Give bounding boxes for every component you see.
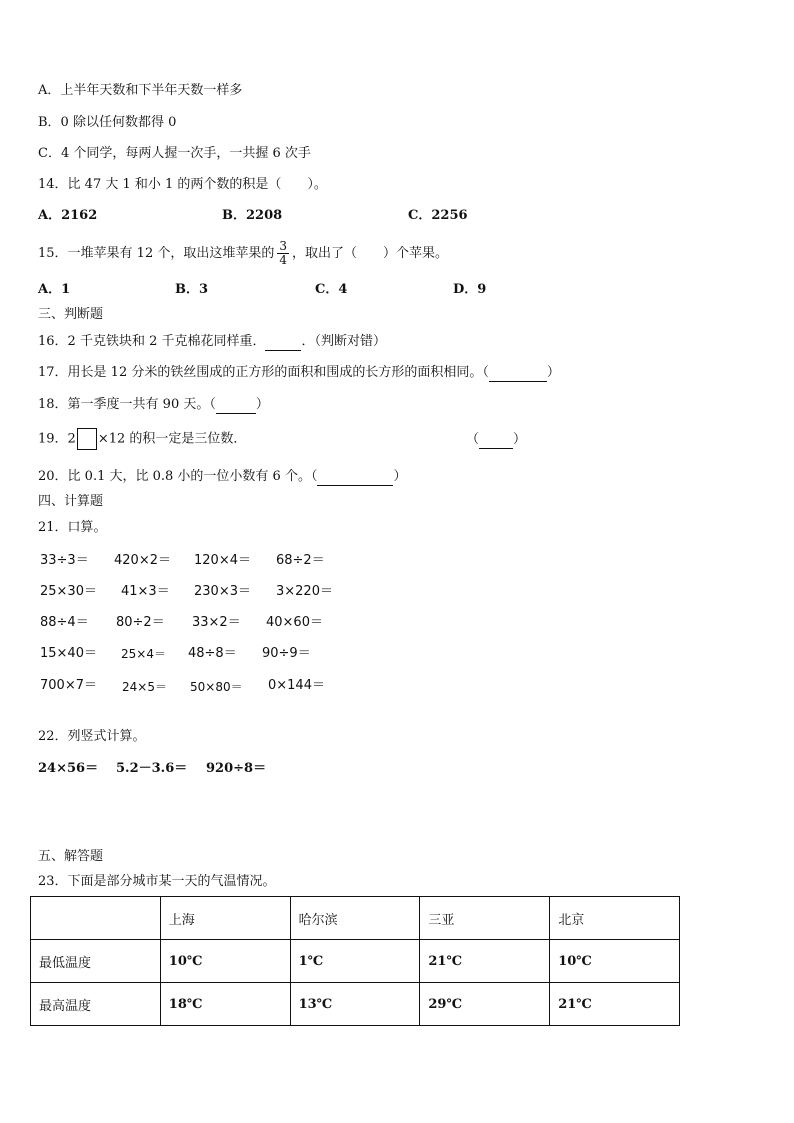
table-header-cell: 哈尔滨	[290, 897, 420, 940]
calc-item: 700×7＝	[40, 678, 97, 693]
q15-fraction-numerator: 3	[279, 239, 287, 253]
q20-question	[38, 467, 406, 486]
calc-item: 40×60＝	[266, 615, 323, 630]
calc-item: 0×144＝	[268, 678, 325, 693]
q15-fraction-denominator: 4	[279, 253, 287, 267]
q15-option-b: B．3	[175, 282, 209, 297]
q16-answer-blank[interactable]	[265, 332, 301, 351]
calc-item: 80÷2＝	[116, 615, 165, 630]
vertical-calc-item: 5.2－3.6＝	[116, 761, 188, 776]
calc-item: 230×3＝	[194, 584, 251, 599]
q16-text-before: 16．2 千克铁块和 2 千克棉花同样重．	[38, 334, 266, 349]
calc-item: 88÷4＝	[40, 615, 89, 630]
table-header-cell: 上海	[160, 897, 290, 940]
table-row	[31, 983, 680, 1026]
temperature-table	[30, 896, 680, 1026]
table-header-cell: 北京	[550, 897, 680, 940]
q18-text-after: ）	[255, 397, 269, 412]
q17-answer-blank[interactable]	[489, 363, 547, 382]
q19-digit-box[interactable]	[77, 428, 97, 450]
table-cell: 10℃	[160, 940, 290, 983]
calc-item: 120×4＝	[194, 553, 251, 568]
table-cell: 13℃	[290, 983, 420, 1026]
table-cell: 10℃	[550, 940, 680, 983]
q20-answer-blank[interactable]	[317, 467, 393, 486]
q15-text-after: ，取出了（ ）个苹果。	[292, 246, 449, 261]
q15-option-d: D．9	[453, 282, 487, 297]
q15-fraction	[277, 240, 289, 267]
table-row-label: 最低温度	[31, 940, 161, 983]
vertical-calc-item: 920÷8＝	[206, 761, 267, 776]
q19-text-prefix: 19．2	[38, 431, 76, 447]
table-header-cell: 三亚	[420, 897, 550, 940]
table-row-label: 最高温度	[31, 983, 161, 1026]
vertical-calc-item: 24×56＝	[38, 761, 99, 776]
section-answer-heading: 五、解答题	[38, 849, 104, 864]
calc-item: 24×5＝	[122, 680, 167, 694]
q19-paren-open: （	[466, 432, 480, 447]
q18-text-before: 18．第一季度一共有 90 天。（	[38, 397, 216, 412]
calc-item: 25×4＝	[121, 647, 166, 661]
q17-text-after: ）	[546, 365, 560, 380]
calc-item: 48÷8＝	[188, 646, 237, 661]
calc-item: 25×30＝	[40, 584, 97, 599]
q14-option-b: B．2208	[222, 208, 283, 223]
table-cell: 18℃	[160, 983, 290, 1026]
q22-title: 22．列竖式计算。	[38, 729, 146, 744]
q21-title: 21．口算。	[38, 520, 107, 535]
table-cell: 21℃	[420, 940, 550, 983]
calc-item: 90÷9＝	[262, 646, 311, 661]
table-cell: 21℃	[550, 983, 680, 1026]
q17-text-before: 17．用长是 12 分米的铁丝围成的正方形的面积和围成的长方形的面积相同。（	[38, 365, 489, 380]
q18-question	[38, 395, 269, 414]
q14-option-a: A．2162	[38, 208, 98, 223]
table-header-cell	[31, 897, 161, 940]
calc-item: 41×3＝	[121, 584, 170, 599]
calc-item: 3×220＝	[276, 584, 333, 599]
calc-item: 68÷2＝	[276, 553, 325, 568]
calc-item: 420×2＝	[114, 553, 171, 568]
calc-item: 33÷3＝	[40, 553, 89, 568]
q18-answer-blank[interactable]	[216, 395, 256, 414]
table-cell: 29℃	[420, 983, 550, 1026]
q13-option-a: A．上半年天数和下半年天数一样多	[38, 83, 243, 98]
section-judgement-heading: 三、判断题	[38, 307, 104, 322]
calc-item: 15×40＝	[40, 646, 97, 661]
q15-question	[38, 236, 448, 272]
q15-option-a: A．1	[38, 282, 71, 297]
q15-text-before: 15．一堆苹果有 12 个，取出这堆苹果的	[38, 246, 275, 261]
table-cell: 1℃	[290, 940, 420, 983]
table-header-row	[31, 897, 680, 940]
q13-option-c: C．4 个同学，每两人握一次手，一共握 6 次手	[38, 146, 311, 161]
calc-item: 33×2＝	[192, 615, 241, 630]
section-calculation-heading: 四、计算题	[38, 494, 104, 509]
q15-option-c: C．4	[315, 282, 348, 297]
q16-text-after: ．（判断对错）	[301, 334, 386, 349]
q19-question	[38, 428, 246, 450]
q20-text-before: 20．比 0.1 大，比 0.8 小的一位小数有 6 个。（	[38, 469, 318, 484]
q19-text-after: ×12 的积一定是三位数．	[97, 431, 247, 447]
q19-answer-blank[interactable]	[479, 430, 513, 449]
q19-answer-paren	[466, 430, 526, 449]
q14-question: 14．比 47 大 1 和小 1 的两个数的积是（ ）。	[38, 177, 327, 192]
q16-question	[38, 332, 386, 351]
q17-question	[38, 363, 560, 382]
q23-title: 23．下面是部分城市某一天的气温情况。	[38, 874, 276, 889]
q19-paren-close: ）	[513, 432, 527, 447]
q13-option-b: B．0 除以任何数都得 0	[38, 115, 177, 130]
q14-option-c: C．2256	[408, 208, 468, 223]
table-row	[31, 940, 680, 983]
q20-text-after: ）	[393, 469, 407, 484]
calc-item: 50×80＝	[190, 680, 243, 694]
